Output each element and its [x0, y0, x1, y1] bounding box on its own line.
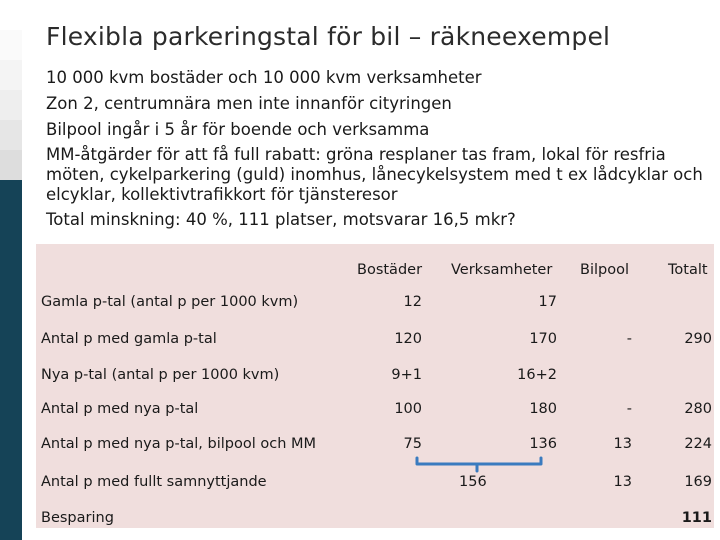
column-header-bilpool: Bilpool	[580, 262, 629, 278]
bullet-item: Bilpool ingår i 5 år för boende och verksamma	[46, 120, 430, 139]
cell-verksamheter: 136	[529, 436, 557, 452]
cell-bilpool: -	[626, 401, 632, 417]
cell-bostader: 12	[403, 294, 422, 310]
column-header-totalt: Totalt	[668, 262, 708, 278]
column-header-verksamheter: Verksamheter	[451, 262, 553, 278]
cell-bostader: 100	[394, 401, 422, 417]
bullet-item: 10 000 kvm bostäder och 10 000 kvm verksamheter	[46, 68, 482, 87]
cell-verksamheter: 17	[538, 294, 557, 310]
cell-bostader: 75	[403, 436, 422, 452]
cell-verksamheter: 16+2	[517, 367, 557, 383]
cell-bostader: 9+1	[391, 367, 422, 383]
cell-totalt: 280	[684, 401, 712, 417]
cell-bostader: 120	[394, 331, 422, 347]
bracket-line	[417, 458, 541, 471]
row-label: Antal p med nya p-tal, bilpool och MM	[41, 436, 317, 452]
bullet-item: MM-åtgärder för att få full rabatt: gröna resplaner tas fram, lokal för resfria möten, cykelparkering (guld) inomhus, lånecykelsystem med t ex lådcyklar och elcyklar, kollektivtrafikkort för tjänsteresor	[46, 145, 703, 204]
cell-totalt: 290	[684, 331, 712, 347]
row-label: Gamla p-tal (antal p per 1000 kvm)	[41, 294, 299, 310]
cell-bilpool: 13	[613, 436, 632, 452]
cell-totalt: 169	[684, 474, 712, 490]
bullet-item: Total minskning: 40 %, 111 platser, motsvarar 16,5 mkr?	[46, 210, 516, 229]
row-label: Antal p med nya p-tal	[41, 401, 199, 417]
cell-bilpool: 13	[613, 474, 632, 490]
cell-bilpool: -	[626, 331, 632, 347]
row-label: Antal p med gamla p-tal	[41, 331, 217, 347]
row-label: Nya p-tal (antal p per 1000 kvm)	[41, 367, 280, 383]
cell-verksamheter: 170	[529, 331, 557, 347]
cell-verksamheter: 180	[529, 401, 557, 417]
cell-combined: 156	[459, 474, 487, 490]
row-label: Antal p med fullt samnyttjande	[41, 474, 267, 490]
column-header-bostader: Bostäder	[357, 262, 423, 278]
cell-totalt-savings: 111	[681, 510, 712, 526]
row-label: Besparing	[41, 510, 114, 526]
cell-totalt: 224	[684, 436, 712, 452]
bullet-item: Zon 2, centrumnära men inte innanför cityringen	[46, 94, 452, 113]
slide-title: Flexibla parkeringstal för bil – räkneexempel	[46, 22, 611, 51]
